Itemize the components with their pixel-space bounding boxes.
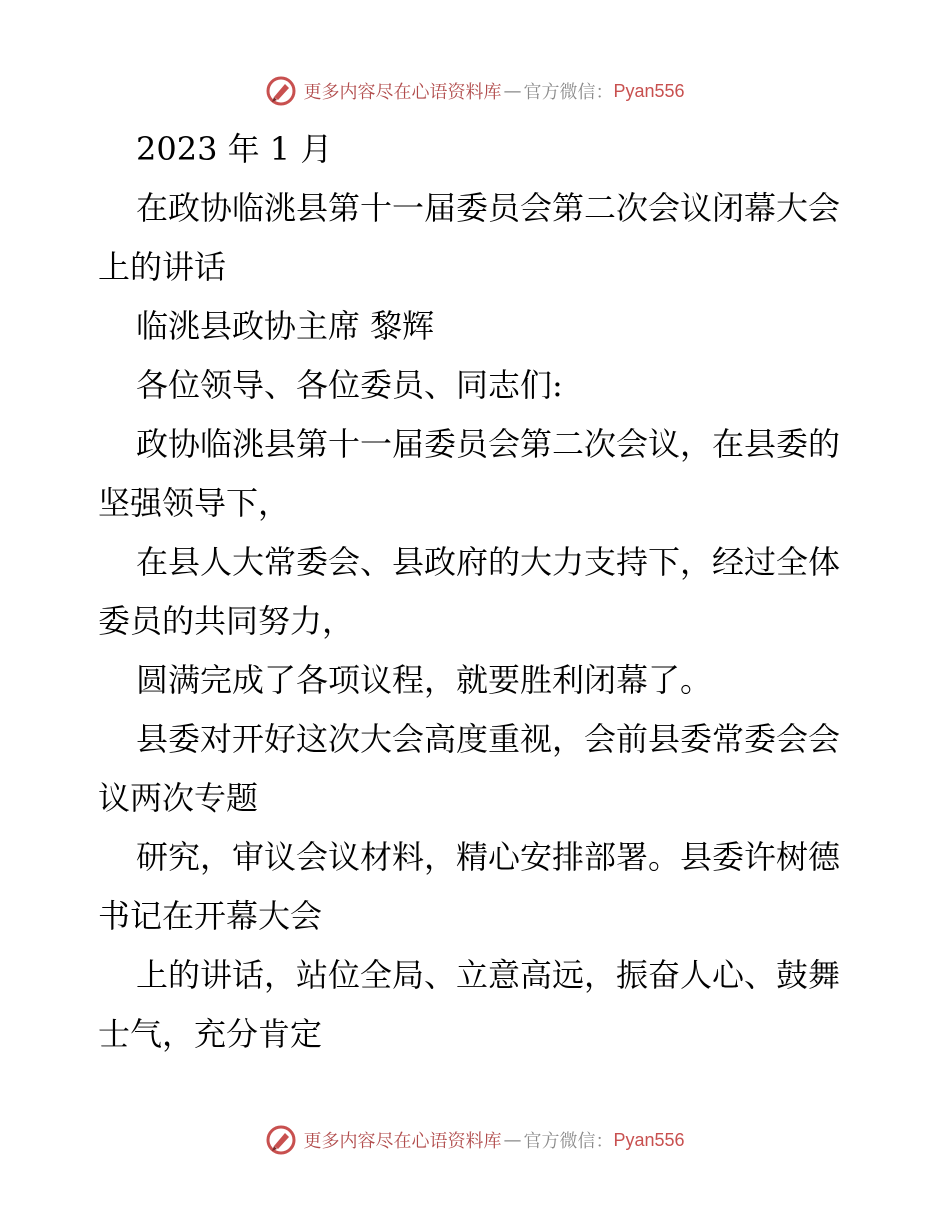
paragraph-salutation: 各位领导、各位委员、同志们: <box>136 366 563 404</box>
paragraph-body: 县委对开好这次大会高度重视，会前县委常委会会议两次专题 <box>98 720 841 817</box>
paragraph-title: 在政协临洮县第十一届委员会第二次会议闭幕大会上的讲话 <box>98 189 841 286</box>
paragraph-body: 在县人大常委会、县政府的大力支持下，经过全体委员的共同努力， <box>98 543 841 640</box>
paragraph-date: 2023 年 1 月 <box>136 130 333 168</box>
banner-separator: — <box>503 1129 522 1151</box>
footer-watermark-banner <box>0 1120 950 1160</box>
banner-separator: — <box>503 80 522 102</box>
pen-logo-icon <box>265 1124 297 1156</box>
banner-main-text: 更多内容尽在心语资料库 <box>303 82 502 103</box>
pen-logo-icon <box>265 75 297 107</box>
paragraph-body: 研究，审议会议材料，精心安排部署。县委许树德书记在开幕大会 <box>98 838 841 935</box>
paragraph-body: 圆满完成了各项议程，就要胜利闭幕了。 <box>136 661 713 699</box>
paragraph-speaker: 临洮县政协主席 黎辉 <box>136 307 435 345</box>
banner-wechat-id: Pyan556 <box>613 80 685 101</box>
banner-wechat-label: 官方微信： <box>523 82 614 103</box>
banner-wechat-label: 官方微信： <box>523 1131 614 1152</box>
paragraph-body: 政协临洮县第十一届委员会第二次会议，在县委的坚强领导下， <box>98 425 841 522</box>
banner-wechat-id: Pyan556 <box>613 1129 685 1150</box>
banner-main-text: 更多内容尽在心语资料库 <box>303 1131 502 1152</box>
header-watermark-banner <box>0 71 950 111</box>
document-body <box>98 120 852 1064</box>
paragraph-body: 上的讲话，站位全局、立意高远，振奋人心、鼓舞士气，充分肯定 <box>98 956 841 1053</box>
